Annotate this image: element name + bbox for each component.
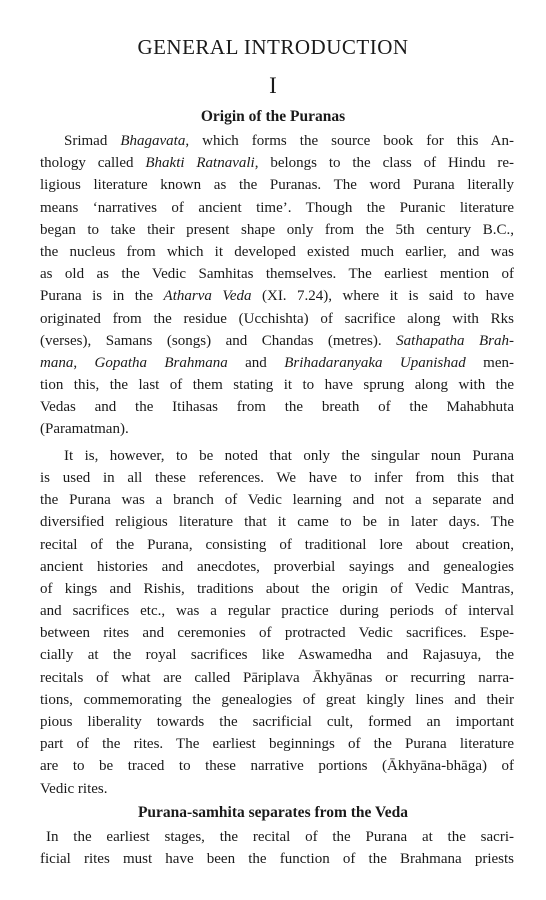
- text-line: In the earliest stages, the recital of the Purana at the sacri-: [46, 829, 514, 845]
- text-line: (verses), Samans (songs) and Chandas (metres). Sathapatha Brah-: [40, 332, 514, 349]
- text-line: the Purana was a branch of Vedic learning and not a separate and: [40, 492, 514, 509]
- text-line: Srimad Bhagavata, which forms the source book for this An-: [64, 133, 514, 149]
- text-line: diversified religious literature that it came to be in later days. The: [40, 514, 514, 531]
- paragraph-singular-noun: [40, 445, 514, 800]
- text-line: tions, commemorating the genealogies of great kingly lines and their: [40, 691, 514, 708]
- text-line: pious liberality towards the sacrificial cult, formed an important: [40, 714, 514, 731]
- text-line: Vedic rites.: [40, 780, 108, 797]
- text-line: is used in all these references. We have to infer from this that: [40, 469, 514, 486]
- text-line: tion this, the last of them stating it to have sprung along with the: [40, 377, 514, 394]
- text-line: cially at the royal sacrifices like Aswamedha and Rajasuya, the: [40, 647, 514, 664]
- text-line: (Paramatman).: [40, 421, 129, 438]
- paragraph-origin: [40, 130, 514, 441]
- text-line: and sacrifices etc., was a regular practice during periods of interval: [40, 603, 514, 620]
- chapter-title: GENERAL INTRODUCTION: [137, 35, 409, 59]
- section-number: I: [269, 73, 277, 98]
- text-line: are to be traced to these narrative portions (Ākhyāna-bhāga) of: [40, 758, 514, 775]
- paragraph-earliest-stages: [40, 826, 514, 870]
- text-line: as old as the Vedic Samhitas themselves. The earliest mention of: [40, 266, 514, 283]
- section-heading-origin: Origin of the Puranas: [200, 108, 346, 125]
- text-line: Purana is in the Atharva Veda (XI. 7.24), where it is said to have: [40, 288, 515, 305]
- text-line: of kings and Rishis, traditions about the origin of Vedic Mantras,: [40, 580, 514, 597]
- section-heading-purana-samhita: Purana-samhita separates from the Veda: [137, 804, 409, 821]
- text-line: ligious literature known as the Puranas. The word Purana literally: [40, 177, 514, 194]
- text-line: began to take their present shape only from the 5th century B.C.,: [40, 221, 514, 238]
- text-line: ancient histories and anecdotes, proverbial sayings and genealogies: [40, 558, 514, 575]
- text-line: Vedas and the Itihasas from the breath of the Mahabhuta: [40, 399, 514, 416]
- text-line: the nucleus from which it developed existed much earlier, and was: [40, 243, 514, 260]
- text-line: between rites and ceremonies of protracted Vedic sacrifices. Espe-: [40, 625, 514, 642]
- text-line: ficial rites must have been the function of the Brahmana priests: [40, 851, 514, 868]
- text-line: It is, however, to be noted that only the singular noun Purana: [64, 447, 514, 464]
- text-line: mana, Gopatha Brahmana and Brihadaranyaka Upanishad men-: [40, 354, 514, 371]
- text-line: recitals of what are called Pāriplava Ākhyānas or recurring narra-: [40, 669, 514, 686]
- text-line: part of the rites. The earliest beginnings of the Purana literature: [40, 736, 514, 753]
- text-line: recital of the Purana, consisting of traditional lore about creation,: [40, 536, 514, 553]
- text-line: originated from the residue (Ucchishta) of sacrifice along with Rks: [40, 310, 514, 327]
- text-line: means ‘narratives of ancient time’. Though the Puranic literature: [40, 199, 514, 216]
- text-line: thology called Bhakti Ratnavali, belongs to the class of Hindu re-: [40, 155, 514, 172]
